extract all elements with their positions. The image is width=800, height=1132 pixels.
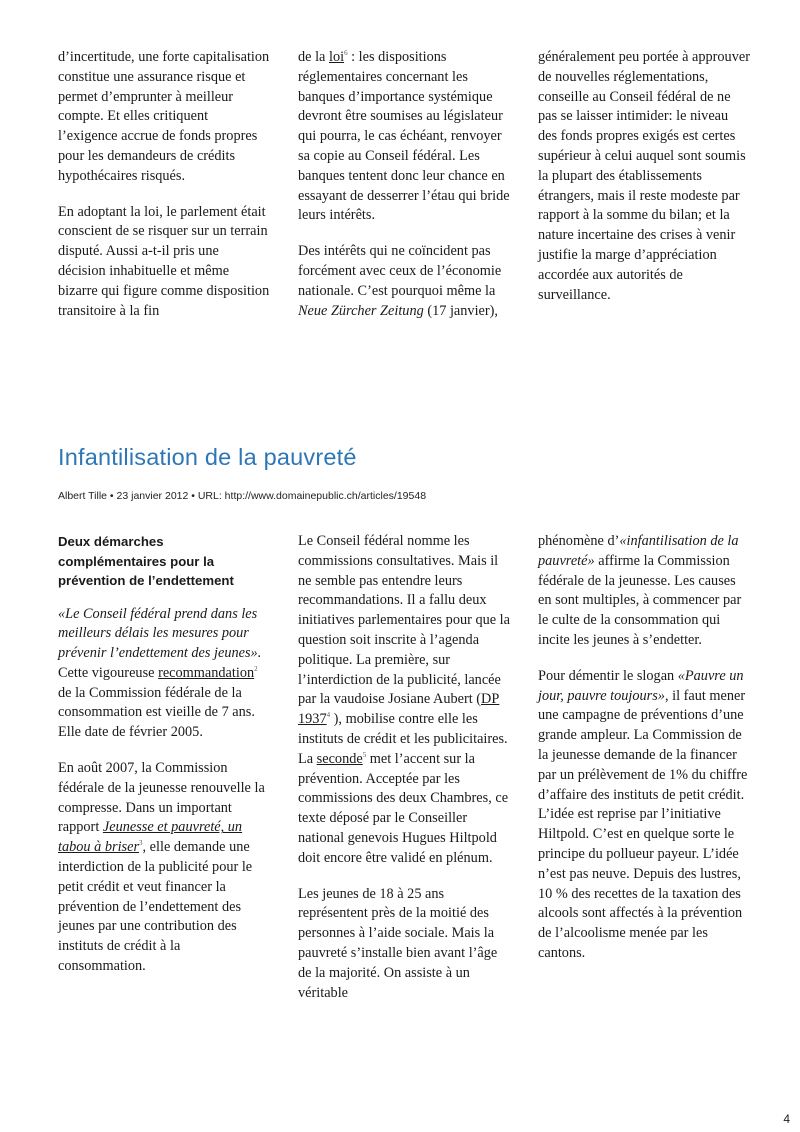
text: phénomène d’ [538, 533, 620, 549]
text: En août 2007, la Commission fédérale de la jeunesse renouvelle la compresse. Dans un important rapport [58, 760, 265, 836]
prev-article-column-2 [298, 48, 510, 337]
paragraph: Les jeunes de 18 à 25 ans représentent près de la moitié des personnes à l’aide sociale. Mais la pauvreté s’installe bien avant l’âge de la majorité. On assiste à un véritable [298, 885, 498, 1001]
quote: «Le Conseil fédéral prend dans les meilleurs délais les mesures pour prévenir l’endettement des jeunes». [58, 605, 262, 662]
paragraph [298, 48, 510, 226]
text: ), mobilise contre elle les instituts de crédit et les publicitaires. La [298, 711, 508, 767]
newspaper-name: Neue Zürcher Zeitung [298, 302, 424, 319]
paragraph [538, 667, 750, 964]
text: (17 janvier), [427, 302, 498, 319]
paragraph: En adoptant la loi, le parlement était conscient de se risquer sur un terrain disputé. Aussi a-t-il pris une décision inhabituelle et même bizarre qui figure comme disposition transitoire à la fin [58, 203, 270, 319]
footnote-ref: 5 [362, 751, 367, 759]
text: de la [298, 49, 326, 65]
paragraph [58, 605, 270, 744]
paragraph: d’incertitude, une forte capitalisation constitue une assurance risque et permet d’emprunter à meilleur compte. Et elles critiquent l’exigence accrue de fonds propres pour les demandeurs de crédits hypothécaires risqués. [58, 49, 270, 184]
prev-article-column-1 [58, 48, 270, 337]
quote: «infantilisation de la pauvreté» [538, 533, 739, 569]
report-title: Jeunesse et pauvreté, un tabou à briser [58, 819, 243, 856]
paragraph [298, 242, 510, 321]
text: , il faut mener une campagne de préventions d’une grande ampleur. La Commission de la jeunesse demande de la financer par un prélèvement de 1% du chiffre d’affaire des instituts de petit crédit. L’idée est reprise par l’initiative Hiltpold. C’est en quelque sorte le principe du pollueur payeur. L’idée n’est pas neuve. Depuis des lustres, 10 % des recettes de la taxation des alcools sont affectés à la prévention de l’alcoolisme menée par les cantons. [538, 687, 748, 961]
text: Le Conseil fédéral nomme les commissions consultatives. Mais il ne semble pas entendre leurs recommandations. Il a fallu deux initiatives parlementaires pour que la question soit inscrite à l’agenda politique. La première, sur l’interdiction de la publicité, lancée par la vaudoise Josiane Aubert ( [298, 533, 510, 708]
text: Pour démentir le slogan [538, 667, 675, 684]
paragraph: généralement peu portée à approuver de nouvelles réglementations, conseille au Conseil fédéral de ne pas se laisser intimider: le niveau des fonds propres exigés est certes supérieur à celui auquel sont soumis la plupart des établissements étrangers, mais il reste modeste par rapport à la somme du bilan; et la nature incertaine des crises à venir justifie la marge d’appréciation accordée aux autorités de surveillance. [538, 49, 750, 303]
law-link[interactable]: loi [328, 49, 345, 65]
text: de la Commission fédérale de la consommation est vieille de 7 ans. Elle date de février 2005. [58, 684, 255, 741]
text: Des intérêts qui ne coïncident pas forcément avec ceux de l’économie nationale. C’est pourquoi même la [298, 243, 502, 299]
footnote-ref: 4 [326, 711, 331, 720]
dp-link[interactable]: DP 1937 [298, 691, 500, 728]
article-column-2 [298, 532, 510, 1019]
text: Cette vigoureuse [58, 664, 155, 681]
footnote-ref: 3 [139, 839, 143, 848]
text: : les dispositions réglementaires concernant les banques d’importance systémique devront être soumises au législateur qui pourra, le cas échéant, renvoyer sa copie au Conseil fédéral. Les banques tentent donc leur chance en essayant de desserrer l’étau qui bride leurs intérêts. [298, 49, 510, 224]
footnote-ref: 6 [344, 49, 348, 58]
footnote-ref: 2 [254, 665, 258, 674]
prev-article-column-3 [538, 48, 750, 321]
recommendation-link[interactable]: recommandation [158, 664, 255, 681]
article-title: Infantilisation de la pauvreté [58, 444, 357, 470]
text: affirme la Commission fédérale de la jeunesse. Les causes en sont multiples, à commencer par le culte de la consommation qui incite les jeunes à s’endetter. [538, 552, 742, 648]
text: met l’accent sur la prévention. Acceptée par les commissions des deux Chambres, ce texte déposé par le Conseiller national genevois Hugues Hiltpold doit encore être validé en plénum. [298, 750, 509, 866]
article-byline: Albert Tille • 23 janvier 2012 • URL: http://www.domainepublic.ch/articles/19548 [58, 490, 427, 502]
slogan: «Pauvre un jour, pauvre toujours» [538, 667, 744, 704]
paragraph [298, 532, 510, 869]
page-number: 4 [783, 1112, 790, 1126]
article-column-1 [58, 532, 270, 993]
paragraph [58, 759, 270, 977]
article-subhead: Deux démarches complémentaires pour la prévention de l’endettement [58, 534, 234, 588]
paragraph [538, 532, 750, 651]
second-initiative-link[interactable]: seconde [316, 750, 363, 767]
article-column-3 [538, 532, 750, 980]
text: , elle demande une interdiction de la publicité pour le petit crédit et veut financer la prévention de l’endettement des jeunes par une contribution des instituts de crédit à la consommation. [58, 839, 253, 975]
